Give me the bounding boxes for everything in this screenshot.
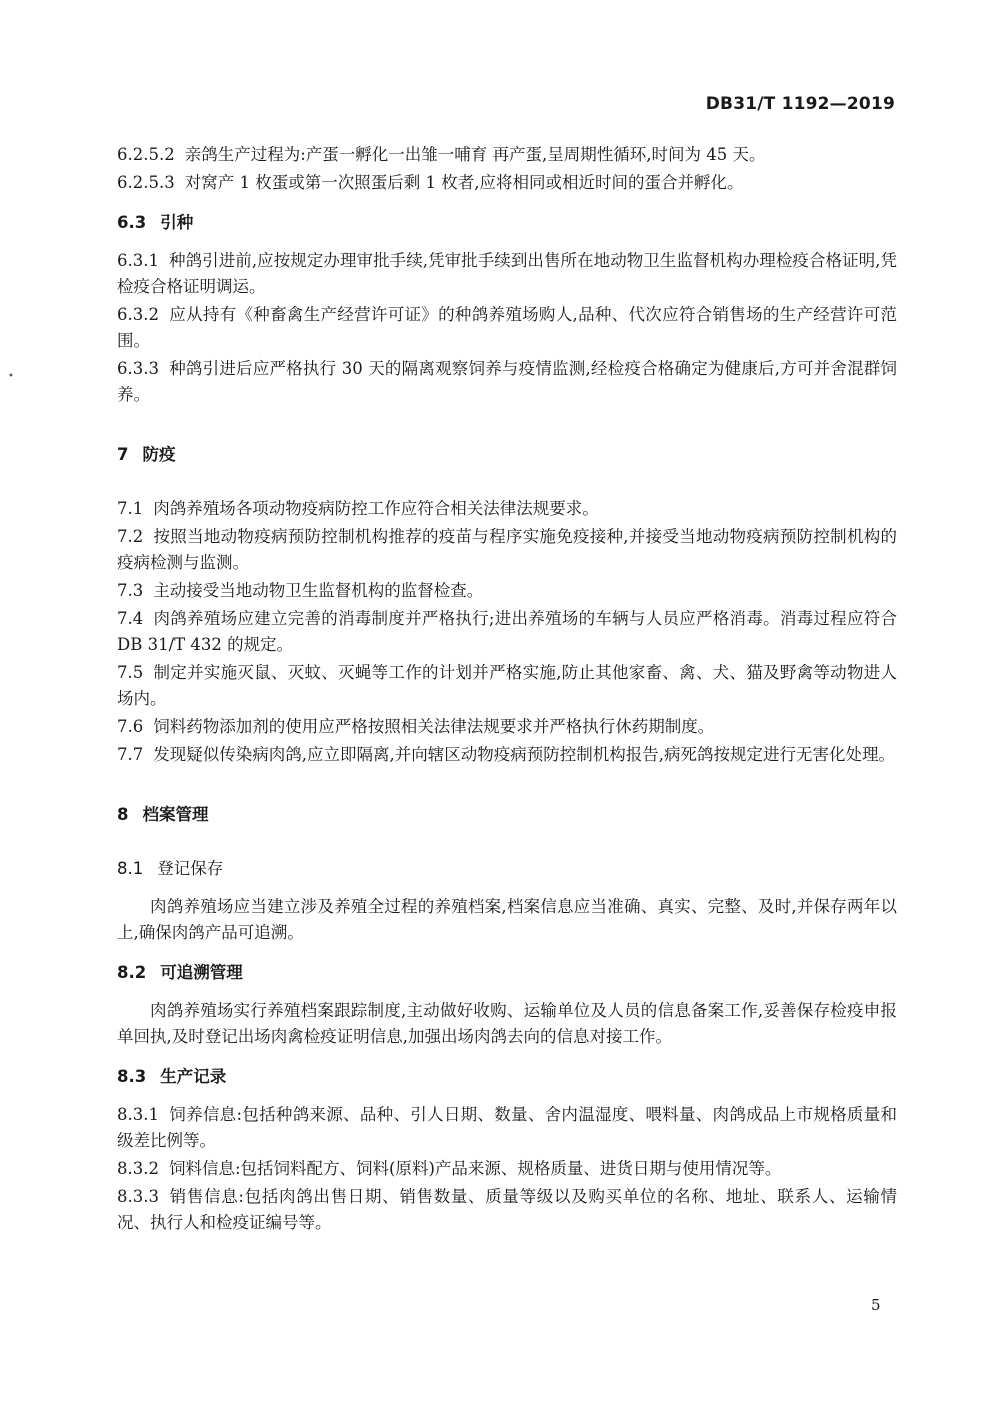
clause-text: 饲养信息:包括种鸽来源、品种、引人日期、数量、舍内温湿度、喂料量、肉鸽成品上市规格质量和级差比例等。	[117, 1105, 897, 1150]
clause-text: 对窝产 1 枚蛋或第一次照蛋后剩 1 枚者,应将相同或相近时间的蛋合并孵化。	[184, 173, 744, 192]
clause-6-2-5-2	[117, 142, 897, 168]
section-heading-8-1	[117, 856, 897, 882]
clause-number: 7.4	[117, 609, 144, 628]
clause-number: 6.3.2	[117, 305, 159, 324]
section-title: 可追溯管理	[160, 963, 243, 982]
section-heading-6-3	[117, 210, 897, 236]
clause-number: 6.2.5.2	[117, 145, 175, 164]
clause-text: 饲料药物添加剂的使用应严格按照相关法律法规要求并严格执行休药期制度。	[153, 717, 715, 736]
clause-7-6	[117, 714, 897, 740]
clause-text: 肉鸽养殖场各项动物疫病防控工作应符合相关法律法规要求。	[153, 499, 599, 518]
clause-7-3	[117, 578, 897, 604]
clause-7-7	[117, 742, 897, 768]
clause-7-5	[117, 660, 897, 712]
clause-8-3-1	[117, 1102, 897, 1154]
chapter-heading-8	[117, 802, 897, 828]
clause-text: 发现疑似传染病肉鸽,应立即隔离,并向辖区动物疫病预防控制机构报告,病死鸽按规定进行无害化处理。	[153, 745, 895, 764]
section-number: 8.3	[117, 1067, 147, 1086]
clause-text: 主动接受当地动物卫生监督机构的监督检查。	[153, 581, 484, 600]
clause-number: 6.3.3	[117, 359, 159, 378]
section-heading-8-3	[117, 1064, 897, 1090]
paragraph-8-1: 肉鸽养殖场应当建立涉及养殖全过程的养殖档案,档案信息应当准确、真实、完整、及时,并保存两年以上,确保肉鸽产品可追溯。	[117, 897, 897, 942]
clause-number: 8.3.2	[117, 1159, 159, 1178]
chapter-number: 8	[117, 805, 129, 824]
clause-text: 亲鸽生产过程为:产蛋一孵化一出雏一哺育 再产蛋,呈周期性循环,时间为 45 天。	[184, 145, 766, 164]
clause-number: 6.3.1	[117, 251, 159, 270]
clause-8-3-3	[117, 1184, 897, 1236]
clause-number: 6.2.5.3	[117, 173, 175, 192]
clause-number: 8.3.3	[117, 1187, 159, 1206]
chapter-number: 7	[117, 445, 129, 464]
section-title: 引种	[160, 213, 194, 232]
clause-number: 7.1	[117, 499, 144, 518]
section-number: 6.3	[117, 213, 147, 232]
page-body	[117, 142, 897, 1238]
clause-8-3-2	[117, 1156, 897, 1182]
page-number: 5	[871, 1296, 881, 1314]
chapter-title: 防疫	[142, 445, 176, 464]
paragraph-8-2: 肉鸽养殖场实行养殖档案跟踪制度,主动做好收购、运输单位及人员的信息备案工作,妥善保存检疫申报单回执,及时登记出场肉禽检疫证明信息,加强出场肉鸽去向的信息对接工作。	[117, 1001, 897, 1046]
clause-text: 肉鸽养殖场应建立完善的消毒制度并严格执行;进出养殖场的车辆与人员应严格消毒。消毒过程应符合 DB 31/T 432 的规定。	[117, 609, 897, 654]
clause-text: 饲料信息:包括饲料配方、饲料(原料)产品来源、规格质量、进货日期与使用情况等。	[168, 1159, 782, 1178]
clause-text: 应从持有《种畜禽生产经营许可证》的种鸽养殖场购人,品种、代次应符合销售场的生产经营许可范围。	[117, 305, 897, 350]
clause-number: 7.3	[117, 581, 144, 600]
clause-6-3-1	[117, 248, 897, 300]
clause-text: 种鸽引进后应严格执行 30 天的隔离观察饲养与疫情监测,经检疫合格确定为健康后,方可并舍混群饲养。	[117, 359, 897, 404]
clause-7-2	[117, 524, 897, 576]
clause-6-3-3	[117, 356, 897, 408]
clause-number: 7.7	[117, 745, 144, 764]
clause-6-2-5-3	[117, 170, 897, 196]
section-heading-8-2	[117, 960, 897, 986]
clause-number: 7.5	[117, 663, 144, 682]
section-number: 8.1	[117, 859, 144, 878]
document-identifier: DB31/T 1192—2019	[705, 94, 895, 114]
section-title: 生产记录	[160, 1067, 227, 1086]
chapter-title: 档案管理	[142, 805, 209, 824]
clause-number: 7.2	[117, 527, 144, 546]
margin-mark: •	[8, 371, 14, 382]
clause-text: 种鸽引进前,应按规定办理审批手续,凭审批手续到出售所在地动物卫生监督机构办理检疫合格证明,凭检疫合格证明调运。	[117, 251, 897, 296]
clause-text: 销售信息:包括肉鸽出售日期、销售数量、质量等级以及购买单位的名称、地址、联系人、运输情况、执行人和检疫证编号等。	[117, 1187, 897, 1232]
chapter-heading-7	[117, 442, 897, 468]
clause-6-3-2	[117, 302, 897, 354]
clause-text: 制定并实施灭鼠、灭蚊、灭蝇等工作的计划并严格实施,防止其他家畜、禽、犬、猫及野禽等动物进人场内。	[117, 663, 897, 708]
section-number: 8.2	[117, 963, 147, 982]
clause-7-1	[117, 496, 897, 522]
clause-number: 8.3.1	[117, 1105, 159, 1124]
clause-7-4	[117, 606, 897, 658]
section-title: 登记保存	[157, 859, 224, 878]
clause-text: 按照当地动物疫病预防控制机构推荐的疫苗与程序实施免疫接种,并接受当地动物疫病预防控制机构的疫病检测与监测。	[117, 527, 897, 572]
clause-number: 7.6	[117, 717, 144, 736]
